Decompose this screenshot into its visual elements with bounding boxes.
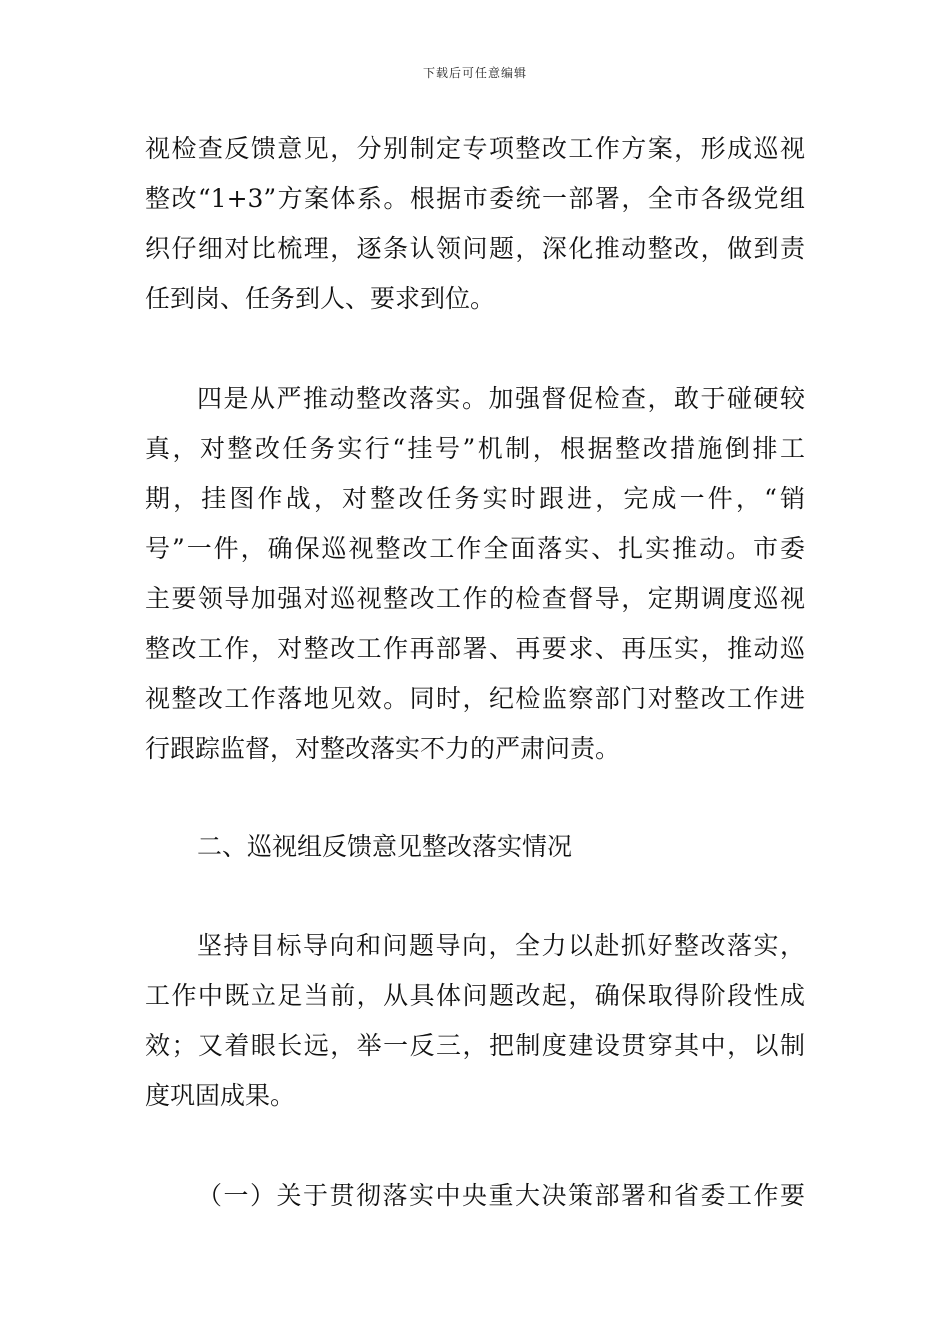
paragraph-line: 度巩固成果。	[145, 1081, 296, 1110]
subsection-heading: （一）关于贯彻落实中央重大决策部署和省委工作要	[197, 1181, 805, 1210]
paragraph-line: 真，对整改任务实行“挂号”机制，根据整改措施倒排工	[145, 434, 805, 463]
section-heading: 二、巡视组反馈意见整改落实情况	[197, 832, 573, 861]
paragraph-line: 号”一件，确保巡视整改工作全面落实、扎实推动。市委	[145, 534, 805, 563]
paragraph-line: 整改工作，对整改工作再部署、再要求、再压实，推动巡	[145, 634, 805, 663]
paragraph-line: 效；又着眼长远，举一反三，把制度建设贯穿其中，以制	[145, 1031, 805, 1060]
paragraph-line: 行跟踪监督，对整改落实不力的严肃问责。	[145, 734, 621, 763]
paragraph-line: 任到岗、任务到人、要求到位。	[145, 284, 496, 313]
paragraph-line: 视检查反馈意见，分别制定专项整改工作方案，形成巡视	[145, 134, 805, 163]
paragraph-line: 四是从严推动整改落实。加强督促检查，敢于碰硬较	[197, 384, 805, 413]
page-header: 下载后可任意编辑	[422, 66, 527, 80]
paragraph-line: 主要领导加强对巡视整改工作的检查督导，定期调度巡视	[145, 584, 805, 613]
paragraph-line: 期，挂图作战，对整改任务实时跟进，完成一件，“销	[145, 484, 805, 513]
paragraph-line: 织仔细对比梳理，逐条认领问题，深化推动整改，做到责	[145, 234, 805, 263]
paragraph-line: 视整改工作落地见效。同时，纪检监察部门对整改工作进	[145, 684, 805, 713]
paragraph-line: 坚持目标导向和问题导向，全力以赴抓好整改落实，	[197, 931, 805, 960]
paragraph-line: 工作中既立足当前，从具体问题改起，确保取得阶段性成	[145, 981, 805, 1010]
paragraph-line: 整改“1+3”方案体系。根据市委统一部署，全市各级党组	[145, 184, 805, 213]
